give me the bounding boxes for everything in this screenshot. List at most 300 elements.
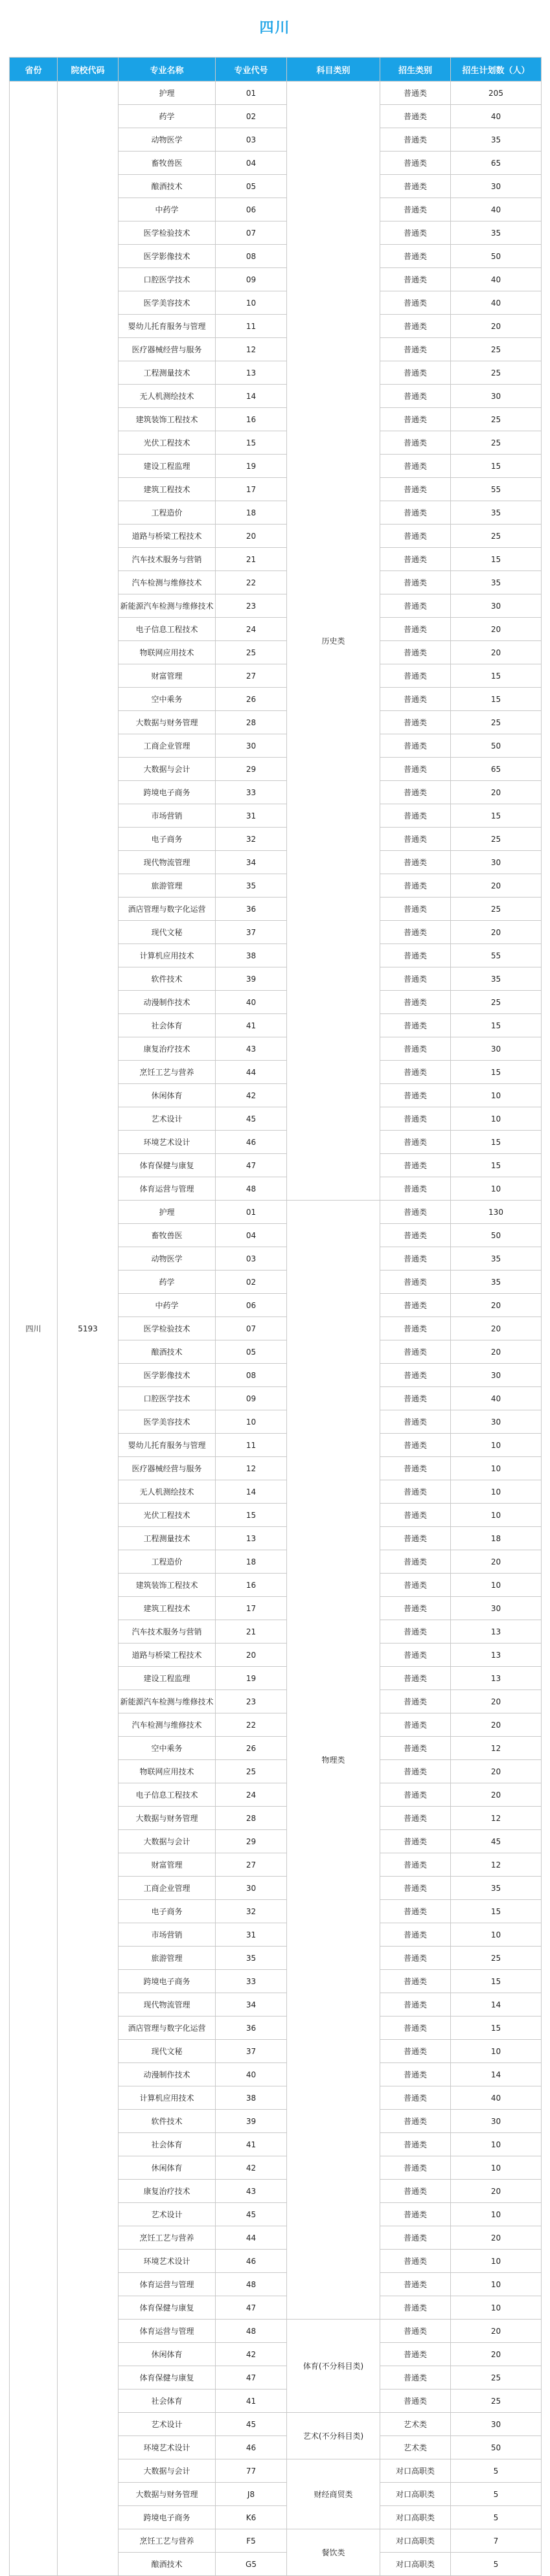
major-code-cell: 31	[216, 1923, 287, 1947]
plan-count-cell: 40	[451, 2086, 542, 2110]
enrollment-type-cell: 普通类	[380, 431, 451, 455]
plan-count-cell: 35	[451, 571, 542, 594]
enrollment-type-cell: 普通类	[380, 1690, 451, 1713]
plan-count-cell: 30	[451, 2110, 542, 2133]
enrollment-type-cell: 普通类	[380, 385, 451, 408]
enrollment-type-cell: 普通类	[380, 1783, 451, 1807]
major-name-cell: 工程测量技术	[119, 1527, 216, 1550]
major-name-cell: 空中乘务	[119, 688, 216, 711]
enrollment-type-cell: 普通类	[380, 291, 451, 315]
enrollment-type-cell: 普通类	[380, 361, 451, 385]
major-code-cell: 38	[216, 944, 287, 967]
major-name-cell: 中药学	[119, 198, 216, 221]
major-name-cell: 大数据与财务管理	[119, 711, 216, 734]
major-name-cell: 环境艺术设计	[119, 1131, 216, 1154]
plan-count-cell: 30	[451, 385, 542, 408]
enrollment-type-cell: 普通类	[380, 2180, 451, 2203]
major-code-cell: 33	[216, 1970, 287, 1993]
major-code-cell: 20	[216, 1644, 287, 1667]
enrollment-type-cell: 普通类	[380, 315, 451, 338]
plan-count-cell: 30	[451, 1597, 542, 1620]
plan-count-cell: 40	[451, 105, 542, 128]
plan-count-cell: 14	[451, 1993, 542, 2017]
enrollment-type-cell: 普通类	[380, 1877, 451, 1900]
major-name-cell: 动漫制作技术	[119, 991, 216, 1014]
major-code-cell: 32	[216, 828, 287, 851]
major-name-cell: 医学影像技术	[119, 245, 216, 268]
plan-count-cell: 20	[451, 1294, 542, 1317]
plan-count-cell: 35	[451, 1247, 542, 1271]
enrollment-type-cell: 普通类	[380, 2156, 451, 2180]
major-code-cell: 17	[216, 1597, 287, 1620]
major-code-cell: 47	[216, 2366, 287, 2390]
plan-count-cell: 30	[451, 594, 542, 618]
major-code-cell: 04	[216, 1224, 287, 1247]
major-code-cell: 11	[216, 1434, 287, 1457]
enrollment-type-cell: 普通类	[380, 874, 451, 898]
enrollment-type-cell: 普通类	[380, 408, 451, 431]
major-name-cell: 新能源汽车检测与维修技术	[119, 594, 216, 618]
major-code-cell: 27	[216, 1853, 287, 1877]
major-code-cell: 19	[216, 1667, 287, 1690]
plan-count-cell: 18	[451, 1527, 542, 1550]
major-code-cell: 23	[216, 1690, 287, 1713]
subject-category-cell: 餐饮类	[287, 2529, 380, 2576]
major-name-cell: 动漫制作技术	[119, 2063, 216, 2086]
major-name-cell: 烹饪工艺与营养	[119, 1061, 216, 1084]
major-name-cell: 婴幼儿托育服务与管理	[119, 1434, 216, 1457]
major-code-cell: 15	[216, 1504, 287, 1527]
major-code-cell: 16	[216, 1574, 287, 1597]
header-major-name: 专业名称	[119, 58, 216, 82]
plan-count-cell: 10	[451, 2133, 542, 2156]
major-name-cell: 旅游管理	[119, 1947, 216, 1970]
enrollment-type-cell: 普通类	[380, 1504, 451, 1527]
major-name-cell: 计算机应用技术	[119, 2086, 216, 2110]
header-plan-count: 招生计划数（人）	[451, 58, 542, 82]
major-code-cell: 36	[216, 898, 287, 921]
major-name-cell: 康复治疗技术	[119, 2180, 216, 2203]
major-code-cell: 13	[216, 1527, 287, 1550]
plan-count-cell: 15	[451, 2017, 542, 2040]
major-code-cell: 05	[216, 175, 287, 198]
enrollment-type-cell: 普通类	[380, 1620, 451, 1644]
major-name-cell: 大数据与会计	[119, 758, 216, 781]
major-code-cell: 48	[216, 2273, 287, 2296]
plan-count-cell: 7	[451, 2529, 542, 2553]
major-name-cell: 休闲体育	[119, 2156, 216, 2180]
plan-count-cell: 30	[451, 2413, 542, 2436]
major-code-cell: 19	[216, 455, 287, 478]
enrollment-type-cell: 普通类	[380, 2320, 451, 2343]
major-name-cell: 体育运营与管理	[119, 1177, 216, 1201]
major-name-cell: 市场营销	[119, 804, 216, 828]
plan-count-cell: 40	[451, 198, 542, 221]
major-code-cell: 39	[216, 2110, 287, 2133]
major-name-cell: 电子商务	[119, 828, 216, 851]
plan-count-cell: 20	[451, 618, 542, 641]
plan-count-cell: 12	[451, 1807, 542, 1830]
major-code-cell: 28	[216, 711, 287, 734]
major-code-cell: 25	[216, 641, 287, 664]
plan-count-cell: 35	[451, 1877, 542, 1900]
enrollment-type-cell: 普通类	[380, 2296, 451, 2320]
major-code-cell: 01	[216, 1201, 287, 1224]
major-name-cell: 现代文秘	[119, 2040, 216, 2063]
enrollment-type-cell: 对口高职类	[380, 2529, 451, 2553]
major-name-cell: 道路与桥梁工程技术	[119, 1644, 216, 1667]
major-code-cell: 15	[216, 431, 287, 455]
enrollment-type-cell: 普通类	[380, 781, 451, 804]
major-name-cell: 现代文秘	[119, 921, 216, 944]
major-code-cell: 48	[216, 2320, 287, 2343]
major-code-cell: 44	[216, 1061, 287, 1084]
enrollment-type-cell: 普通类	[380, 221, 451, 245]
major-code-cell: 31	[216, 804, 287, 828]
major-code-cell: 18	[216, 1550, 287, 1574]
major-code-cell: 34	[216, 851, 287, 874]
major-code-cell: 22	[216, 1713, 287, 1737]
major-code-cell: 47	[216, 2296, 287, 2320]
enrollment-type-cell: 普通类	[380, 2366, 451, 2390]
enrollment-type-cell: 普通类	[380, 105, 451, 128]
major-name-cell: 社会体育	[119, 2390, 216, 2413]
enrollment-type-cell: 普通类	[380, 1737, 451, 1760]
enrollment-type-cell: 普通类	[380, 571, 451, 594]
enrollment-type-cell: 普通类	[380, 944, 451, 967]
enrollment-plan-table	[9, 57, 542, 2576]
enrollment-type-cell: 普通类	[380, 967, 451, 991]
enrollment-type-cell: 普通类	[380, 664, 451, 688]
enrollment-type-cell: 普通类	[380, 711, 451, 734]
major-code-cell: 28	[216, 1807, 287, 1830]
enrollment-type-cell: 普通类	[380, 1364, 451, 1387]
major-name-cell: 市场营销	[119, 1923, 216, 1947]
major-name-cell: 口腔医学技术	[119, 268, 216, 291]
plan-count-cell: 12	[451, 1737, 542, 1760]
major-name-cell: 体育运营与管理	[119, 2320, 216, 2343]
major-code-cell: 35	[216, 1947, 287, 1970]
major-code-cell: 46	[216, 2250, 287, 2273]
enrollment-type-cell: 艺术类	[380, 2413, 451, 2436]
enrollment-type-cell: 对口高职类	[380, 2483, 451, 2506]
plan-count-cell: 20	[451, 1690, 542, 1713]
major-name-cell: 汽车技术服务与营销	[119, 548, 216, 571]
enrollment-type-cell: 普通类	[380, 1434, 451, 1457]
major-name-cell: 现代物流管理	[119, 1993, 216, 2017]
major-name-cell: 电子信息工程技术	[119, 1783, 216, 1807]
major-name-cell: 物联网应用技术	[119, 1760, 216, 1783]
major-name-cell: 酒店管理与数字化运营	[119, 898, 216, 921]
major-name-cell: 工商企业管理	[119, 734, 216, 758]
enrollment-type-cell: 普通类	[380, 152, 451, 175]
major-name-cell: 工程测量技术	[119, 361, 216, 385]
enrollment-type-cell: 普通类	[380, 548, 451, 571]
enrollment-type-cell: 普通类	[380, 2110, 451, 2133]
plan-count-cell: 10	[451, 2156, 542, 2180]
plan-count-cell: 15	[451, 1131, 542, 1154]
enrollment-type-cell: 普通类	[380, 1760, 451, 1783]
major-code-cell: 35	[216, 874, 287, 898]
major-name-cell: 药学	[119, 1271, 216, 1294]
enrollment-type-cell: 普通类	[380, 2063, 451, 2086]
table-header-row	[10, 58, 542, 82]
plan-count-cell: 13	[451, 1644, 542, 1667]
plan-count-cell: 25	[451, 525, 542, 548]
major-name-cell: 光伏工程技术	[119, 1504, 216, 1527]
enrollment-type-cell: 普通类	[380, 2040, 451, 2063]
plan-count-cell: 10	[451, 1084, 542, 1107]
plan-count-cell: 5	[451, 2553, 542, 2576]
major-code-cell: 21	[216, 548, 287, 571]
enrollment-type-cell: 普通类	[380, 1014, 451, 1037]
plan-count-cell: 10	[451, 1504, 542, 1527]
header-subject-category: 科目类别	[287, 58, 380, 82]
plan-count-cell: 45	[451, 1830, 542, 1853]
major-name-cell: 道路与桥梁工程技术	[119, 525, 216, 548]
plan-count-cell: 25	[451, 2390, 542, 2413]
plan-count-cell: 14	[451, 2063, 542, 2086]
major-code-cell: 12	[216, 1457, 287, 1480]
enrollment-type-cell: 普通类	[380, 1247, 451, 1271]
major-name-cell: 酿酒技术	[119, 175, 216, 198]
major-code-cell: 43	[216, 1037, 287, 1061]
plan-count-cell: 25	[451, 361, 542, 385]
major-name-cell: 艺术设计	[119, 2203, 216, 2226]
major-code-cell: 44	[216, 2226, 287, 2250]
major-code-cell: 42	[216, 2156, 287, 2180]
plan-count-cell: 20	[451, 641, 542, 664]
enrollment-type-cell: 普通类	[380, 1993, 451, 2017]
major-code-cell: 14	[216, 385, 287, 408]
enrollment-type-cell: 普通类	[380, 1037, 451, 1061]
enrollment-type-cell: 普通类	[380, 1597, 451, 1620]
major-code-cell: 17	[216, 478, 287, 501]
major-name-cell: 无人机测绘技术	[119, 1480, 216, 1504]
plan-count-cell: 20	[451, 315, 542, 338]
major-code-cell: 04	[216, 152, 287, 175]
plan-count-cell: 15	[451, 804, 542, 828]
major-code-cell: 33	[216, 781, 287, 804]
major-code-cell: 32	[216, 1900, 287, 1923]
plan-count-cell: 15	[451, 1154, 542, 1177]
table-row	[10, 82, 542, 105]
enrollment-type-cell: 普通类	[380, 2017, 451, 2040]
major-name-cell: 建筑装饰工程技术	[119, 1574, 216, 1597]
plan-count-cell: 10	[451, 2296, 542, 2320]
enrollment-type-cell: 普通类	[380, 1923, 451, 1947]
major-code-cell: 03	[216, 128, 287, 152]
major-code-cell: 07	[216, 1317, 287, 1340]
major-name-cell: 物联网应用技术	[119, 641, 216, 664]
plan-count-cell: 12	[451, 1853, 542, 1877]
enrollment-type-cell: 普通类	[380, 175, 451, 198]
enrollment-type-cell: 普通类	[380, 1527, 451, 1550]
major-name-cell: 口腔医学技术	[119, 1387, 216, 1410]
plan-count-cell: 20	[451, 2320, 542, 2343]
major-name-cell: 中药学	[119, 1294, 216, 1317]
plan-count-cell: 50	[451, 2436, 542, 2459]
enrollment-type-cell: 普通类	[380, 245, 451, 268]
enrollment-type-cell: 普通类	[380, 594, 451, 618]
plan-count-cell: 15	[451, 548, 542, 571]
enrollment-type-cell: 普通类	[380, 2390, 451, 2413]
major-name-cell: 烹饪工艺与营养	[119, 2529, 216, 2553]
major-name-cell: 婴幼儿托育服务与管理	[119, 315, 216, 338]
enrollment-type-cell: 普通类	[380, 1947, 451, 1970]
plan-count-cell: 65	[451, 758, 542, 781]
subject-category-cell: 历史类	[287, 82, 380, 1201]
major-name-cell: 护理	[119, 1201, 216, 1224]
major-name-cell: 旅游管理	[119, 874, 216, 898]
enrollment-type-cell: 普通类	[380, 921, 451, 944]
major-name-cell: 现代物流管理	[119, 851, 216, 874]
major-name-cell: 医疗器械经营与服务	[119, 1457, 216, 1480]
enrollment-type-cell: 普通类	[380, 851, 451, 874]
enrollment-type-cell: 普通类	[380, 618, 451, 641]
plan-count-cell: 20	[451, 1713, 542, 1737]
enrollment-type-cell: 普通类	[380, 82, 451, 105]
major-code-cell: 34	[216, 1993, 287, 2017]
enrollment-type-cell: 普通类	[380, 1201, 451, 1224]
plan-count-cell: 10	[451, 2273, 542, 2296]
enrollment-type-cell: 普通类	[380, 1644, 451, 1667]
major-name-cell: 无人机测绘技术	[119, 385, 216, 408]
plan-count-cell: 20	[451, 1760, 542, 1783]
major-code-cell: 16	[216, 408, 287, 431]
major-code-cell: 36	[216, 2017, 287, 2040]
plan-count-cell: 55	[451, 944, 542, 967]
subject-category-cell: 艺术(不分科目类)	[287, 2413, 380, 2459]
enrollment-type-cell: 普通类	[380, 1457, 451, 1480]
major-code-cell: 37	[216, 2040, 287, 2063]
plan-count-cell: 20	[451, 1550, 542, 1574]
major-name-cell: 电子信息工程技术	[119, 618, 216, 641]
major-code-cell: 45	[216, 2203, 287, 2226]
enrollment-type-cell: 对口高职类	[380, 2459, 451, 2483]
major-code-cell: 41	[216, 2133, 287, 2156]
plan-count-cell: 30	[451, 1037, 542, 1061]
plan-count-cell: 10	[451, 1434, 542, 1457]
enrollment-type-cell: 普通类	[380, 1713, 451, 1737]
enrollment-type-cell: 普通类	[380, 758, 451, 781]
plan-count-cell: 5	[451, 2459, 542, 2483]
subject-category-cell: 财经商贸类	[287, 2459, 380, 2529]
major-code-cell: 46	[216, 1131, 287, 1154]
major-code-cell: 37	[216, 921, 287, 944]
enrollment-type-cell: 普通类	[380, 1387, 451, 1410]
plan-count-cell: 50	[451, 245, 542, 268]
major-code-cell: 14	[216, 1480, 287, 1504]
plan-count-cell: 25	[451, 711, 542, 734]
enrollment-type-cell: 普通类	[380, 1271, 451, 1294]
major-name-cell: 体育运营与管理	[119, 2273, 216, 2296]
major-name-cell: 跨境电子商务	[119, 1970, 216, 1993]
major-code-cell: 47	[216, 1154, 287, 1177]
major-name-cell: 电子商务	[119, 1900, 216, 1923]
plan-count-cell: 40	[451, 268, 542, 291]
major-code-cell: 06	[216, 198, 287, 221]
plan-count-cell: 35	[451, 501, 542, 525]
plan-count-cell: 10	[451, 2040, 542, 2063]
major-code-cell: F5	[216, 2529, 287, 2553]
major-name-cell: 艺术设计	[119, 1107, 216, 1131]
major-name-cell: 酿酒技术	[119, 1340, 216, 1364]
major-code-cell: 25	[216, 1760, 287, 1783]
plan-count-cell: 55	[451, 478, 542, 501]
major-code-cell: 21	[216, 1620, 287, 1644]
major-code-cell: 10	[216, 291, 287, 315]
plan-count-cell: 20	[451, 2180, 542, 2203]
plan-count-cell: 10	[451, 2250, 542, 2273]
enrollment-type-cell: 普通类	[380, 1294, 451, 1317]
major-name-cell: 社会体育	[119, 2133, 216, 2156]
major-code-cell: 18	[216, 501, 287, 525]
enrollment-type-cell: 普通类	[380, 2086, 451, 2110]
enrollment-type-cell: 普通类	[380, 641, 451, 664]
plan-count-cell: 15	[451, 455, 542, 478]
major-code-cell: 07	[216, 221, 287, 245]
major-name-cell: 大数据与财务管理	[119, 2483, 216, 2506]
plan-count-cell: 15	[451, 664, 542, 688]
major-name-cell: 动物医学	[119, 1247, 216, 1271]
plan-count-cell: 130	[451, 1201, 542, 1224]
major-code-cell: 45	[216, 1107, 287, 1131]
plan-count-cell: 35	[451, 967, 542, 991]
major-code-cell: 02	[216, 105, 287, 128]
major-code-cell: 30	[216, 734, 287, 758]
major-name-cell: 建筑装饰工程技术	[119, 408, 216, 431]
major-code-cell: 24	[216, 618, 287, 641]
major-name-cell: 建设工程监理	[119, 1667, 216, 1690]
school-code-cell: 5193	[58, 82, 119, 2576]
major-name-cell: 体育保健与康复	[119, 2366, 216, 2390]
enrollment-type-cell: 普通类	[380, 268, 451, 291]
major-name-cell: 环境艺术设计	[119, 2250, 216, 2273]
enrollment-type-cell: 对口高职类	[380, 2506, 451, 2529]
major-name-cell: 酿酒技术	[119, 2553, 216, 2576]
major-code-cell: 01	[216, 82, 287, 105]
plan-count-cell: 40	[451, 291, 542, 315]
major-name-cell: 建筑工程技术	[119, 478, 216, 501]
major-code-cell: 20	[216, 525, 287, 548]
major-name-cell: 大数据与会计	[119, 1830, 216, 1853]
major-name-cell: 医学影像技术	[119, 1364, 216, 1387]
enrollment-type-cell: 普通类	[380, 2273, 451, 2296]
major-name-cell: 空中乘务	[119, 1737, 216, 1760]
plan-count-cell: 35	[451, 1271, 542, 1294]
enrollment-type-cell: 普通类	[380, 1061, 451, 1084]
enrollment-type-cell: 普通类	[380, 898, 451, 921]
plan-count-cell: 20	[451, 921, 542, 944]
plan-count-cell: 15	[451, 1014, 542, 1037]
enrollment-type-cell: 普通类	[380, 478, 451, 501]
enrollment-type-cell: 普通类	[380, 2203, 451, 2226]
major-code-cell: 77	[216, 2459, 287, 2483]
major-code-cell: 02	[216, 1271, 287, 1294]
enrollment-type-cell: 普通类	[380, 455, 451, 478]
major-name-cell: 休闲体育	[119, 1084, 216, 1107]
major-name-cell: 烹饪工艺与营养	[119, 2226, 216, 2250]
enrollment-type-cell: 普通类	[380, 1410, 451, 1434]
plan-count-cell: 13	[451, 1667, 542, 1690]
major-name-cell: 建设工程监理	[119, 455, 216, 478]
enrollment-type-cell: 普通类	[380, 2250, 451, 2273]
enrollment-type-cell: 普通类	[380, 1550, 451, 1574]
plan-count-cell: 10	[451, 1574, 542, 1597]
major-code-cell: 42	[216, 2343, 287, 2366]
enrollment-type-cell: 普通类	[380, 2133, 451, 2156]
